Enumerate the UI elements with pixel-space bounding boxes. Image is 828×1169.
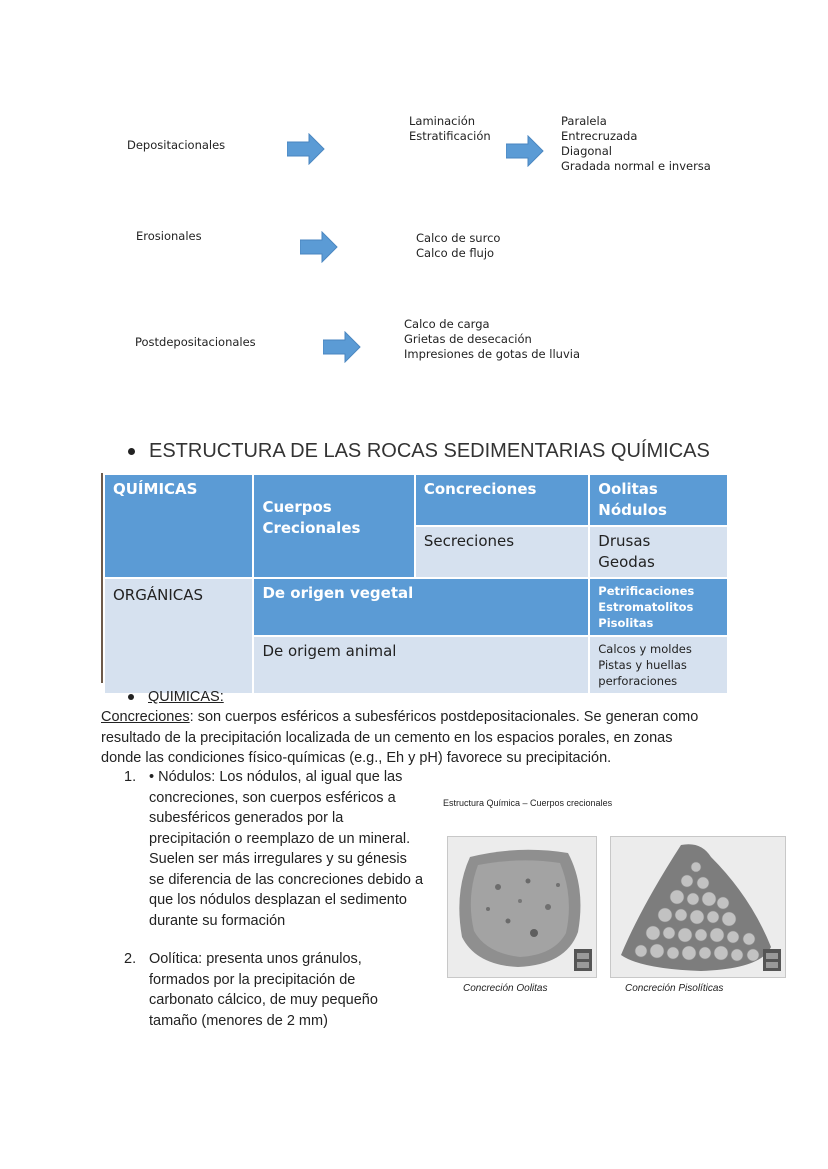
list-number: 2. (124, 951, 137, 967)
category-erosionales: Erosionales (136, 229, 202, 243)
bullet-icon (128, 694, 134, 700)
figure-title: Estructura Química – Cuerpos crecionales (443, 798, 613, 808)
caption-pisoliticas: Concreción Pisolíticas (625, 983, 724, 994)
pisoliticas-rock-image (611, 837, 785, 977)
cell-animal-items: Calcos y moldes Pistas y huellas perforaciones (589, 636, 728, 694)
right-arrow-icon (506, 135, 544, 167)
cell-origen-vegetal: De origen vegetal (253, 578, 589, 636)
category-postdepositacionales: Postdepositacionales (135, 335, 256, 349)
cell-origen-animal: De origem animal (253, 636, 589, 694)
concreciones-paragraph: Concreciones: son cuerpos esféricos a subesféricos postdepositacionales. Se generan como resultado de la precipitación localizada de un cemento en los espacios porales, en zonas donde las condiciones físico-químicas (e.g., Eh y pH) favorece su precipitación. (101, 709, 699, 766)
list-item-oolitica: Oolítica: presenta unos gránulos, formados por la precipitación de carbonato cálcico, de muy pequeño tamaño (menores de 2 mm) (149, 951, 378, 1029)
pisoliticas-photo (610, 836, 786, 978)
cell-oolitas-nodulos: Oolitas Nódulos (589, 474, 728, 526)
category-depositacionales: Depositacionales (127, 138, 226, 152)
cell-cuerpos-crecionales: Cuerpos Crecionales (253, 474, 414, 578)
caption-oolitas: Concreción Oolitas (463, 983, 548, 994)
erosionales-middle: Calco de surco Calco de flujo (416, 231, 501, 260)
right-arrow-icon (300, 231, 338, 263)
cell-vegetal-items: Petrificaciones Estromatolitos Pisolitas (589, 578, 728, 636)
depositacionales-middle: Laminación Estratificación (409, 114, 491, 143)
list-item-nodulos: • Nódulos: Los nódulos, al igual que las concreciones, son cuerpos esféricos a subesféricos generados por la precipitación o reemplazo de un mineral. Suelen ser más irregulares y su génesis se diferencia de las concreciones debido a que los nódulos desplazan el sedimento durante su formación (149, 769, 424, 929)
cell-drusas-geodas: Drusas Geodas (589, 526, 728, 578)
cell-organicas: ORGÁNICAS (104, 578, 253, 694)
cell-quimicas: QUÍMICAS (104, 474, 253, 578)
list-number: 1. (124, 769, 137, 785)
quimicas-heading: QUIMICAS: (128, 687, 224, 708)
oolitas-photo (447, 836, 597, 978)
cell-secreciones: Secreciones (415, 526, 589, 578)
postdepositacionales-middle: Calco de carga Grietas de desecación Impresiones de gotas de lluvia (404, 317, 581, 361)
section-heading: ESTRUCTURA DE LAS ROCAS SEDIMENTARIAS QUÍMICAS (128, 440, 710, 463)
depositacionales-right: Paralela Entrecruzada Diagonal Gradada normal e inversa (561, 114, 711, 173)
oolitas-rock-image (448, 837, 596, 977)
bullet-icon (128, 448, 135, 455)
right-arrow-icon (323, 331, 361, 363)
right-arrow-icon (287, 133, 325, 165)
cell-concreciones: Concreciones (415, 474, 589, 526)
structure-table (103, 473, 729, 695)
